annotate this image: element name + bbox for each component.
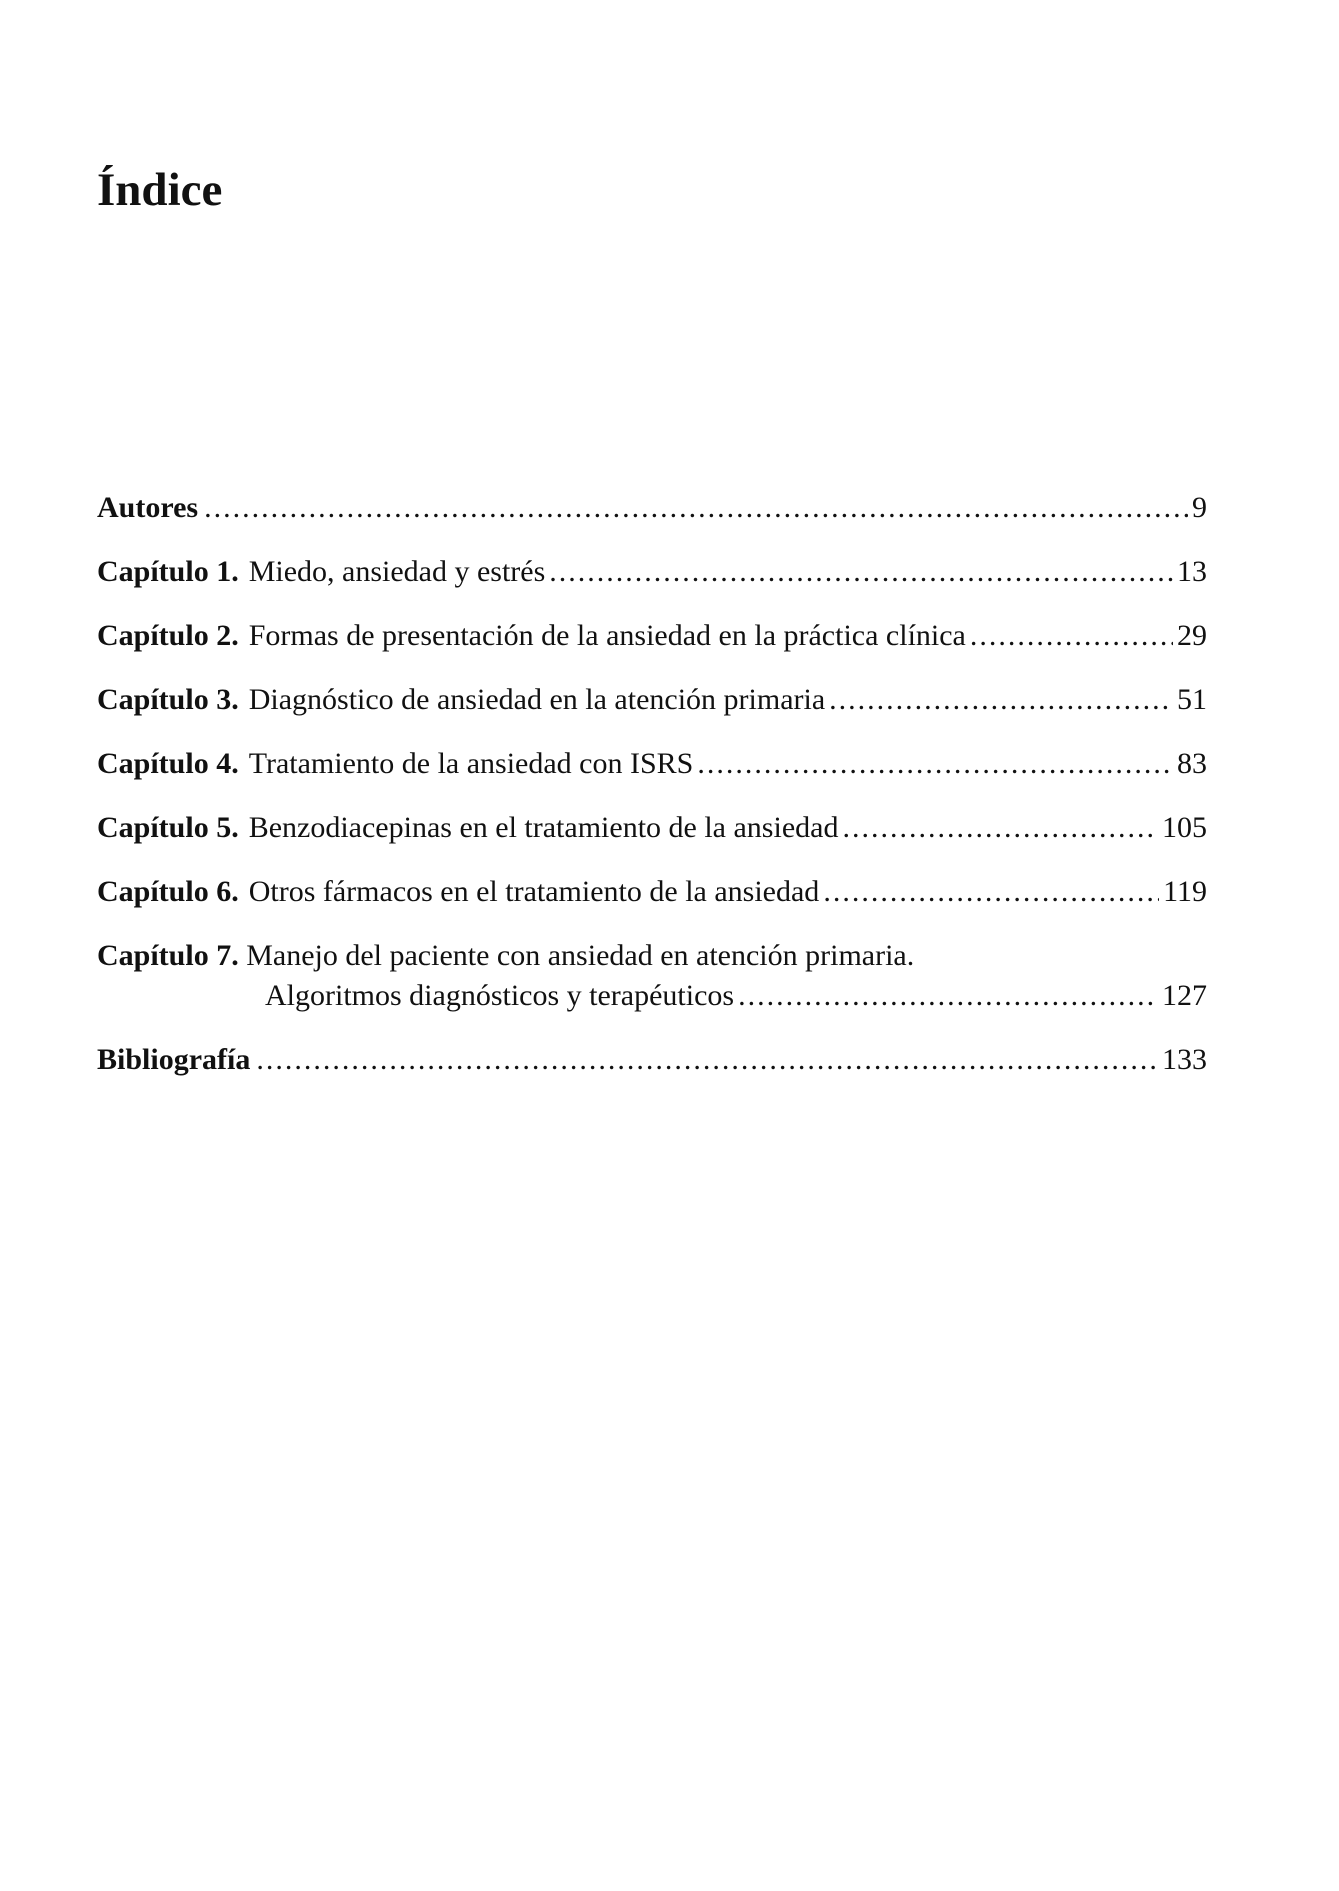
toc-line: [97, 976, 1207, 1016]
toc-label: Autores: [97, 491, 199, 524]
toc-page-number: 13: [1177, 555, 1207, 588]
toc-entry-chapter-6[interactable]: [97, 872, 1207, 912]
toc-label: Capítulo 2.: [97, 619, 239, 652]
toc-page-number: 83: [1177, 747, 1207, 780]
dot-leader: [256, 1040, 1158, 1080]
toc-title: Formas de presentación de la ansiedad en la práctica clínica: [248, 619, 966, 652]
dot-leader: [549, 552, 1173, 592]
toc-line: [97, 936, 1207, 976]
toc-entry-bibliografia[interactable]: [97, 1040, 1207, 1080]
toc-page-number: 133: [1162, 1043, 1207, 1076]
toc-line: [97, 1040, 1207, 1080]
toc-title: Benzodiacepinas en el tratamiento de la ansiedad: [248, 811, 839, 844]
dot-leader: [829, 680, 1173, 720]
toc-page-number: 119: [1163, 875, 1207, 908]
toc-label: Bibliografía: [97, 1043, 251, 1076]
toc-line: [97, 616, 1207, 656]
toc-title: Miedo, ansiedad y estrés: [248, 555, 546, 588]
toc-entry-chapter-7[interactable]: [97, 936, 1207, 1016]
toc-page-number: 105: [1162, 811, 1207, 844]
toc-title: Diagnóstico de ansiedad en la atención primaria: [248, 683, 826, 716]
toc-label: Capítulo 5.: [97, 811, 239, 844]
dot-leader: [970, 616, 1173, 656]
page-title: Índice: [97, 164, 223, 216]
toc-title: Otros fármacos en el tratamiento de la ansiedad: [248, 875, 820, 908]
toc-label: Capítulo 1.: [97, 555, 239, 588]
dot-leader: [738, 976, 1158, 1016]
toc-title-line-1: Manejo del paciente con ansiedad en atención primaria.: [246, 939, 915, 972]
toc-title-line-2: Algoritmos diagnósticos y terapéuticos: [265, 979, 735, 1012]
toc-label: Capítulo 4.: [97, 747, 239, 780]
table-of-contents: [97, 488, 1207, 1104]
toc-page-number: 9: [1192, 491, 1207, 524]
dot-leader: [842, 808, 1158, 848]
dot-leader: [823, 872, 1159, 912]
toc-line: [97, 872, 1207, 912]
toc-page-number: 29: [1177, 619, 1207, 652]
toc-entry-chapter-2[interactable]: [97, 616, 1207, 656]
toc-entry-chapter-1[interactable]: [97, 552, 1207, 592]
toc-line: [97, 680, 1207, 720]
toc-entry-chapter-3[interactable]: [97, 680, 1207, 720]
toc-entry-autores[interactable]: [97, 488, 1207, 528]
toc-label: Capítulo 6.: [97, 875, 239, 908]
toc-page-number: 127: [1162, 979, 1207, 1012]
toc-label: Capítulo 7.: [97, 939, 239, 972]
toc-title: Tratamiento de la ansiedad con ISRS: [248, 747, 694, 780]
toc-line: [97, 488, 1207, 528]
toc-page-number: 51: [1177, 683, 1207, 716]
toc-entry-chapter-5[interactable]: [97, 808, 1207, 848]
toc-line: [97, 552, 1207, 592]
dot-leader: [697, 744, 1173, 784]
toc-label: Capítulo 3.: [97, 683, 239, 716]
toc-line: [97, 808, 1207, 848]
toc-line: [97, 744, 1207, 784]
dot-leader: [204, 488, 1188, 528]
toc-entry-chapter-4[interactable]: [97, 744, 1207, 784]
